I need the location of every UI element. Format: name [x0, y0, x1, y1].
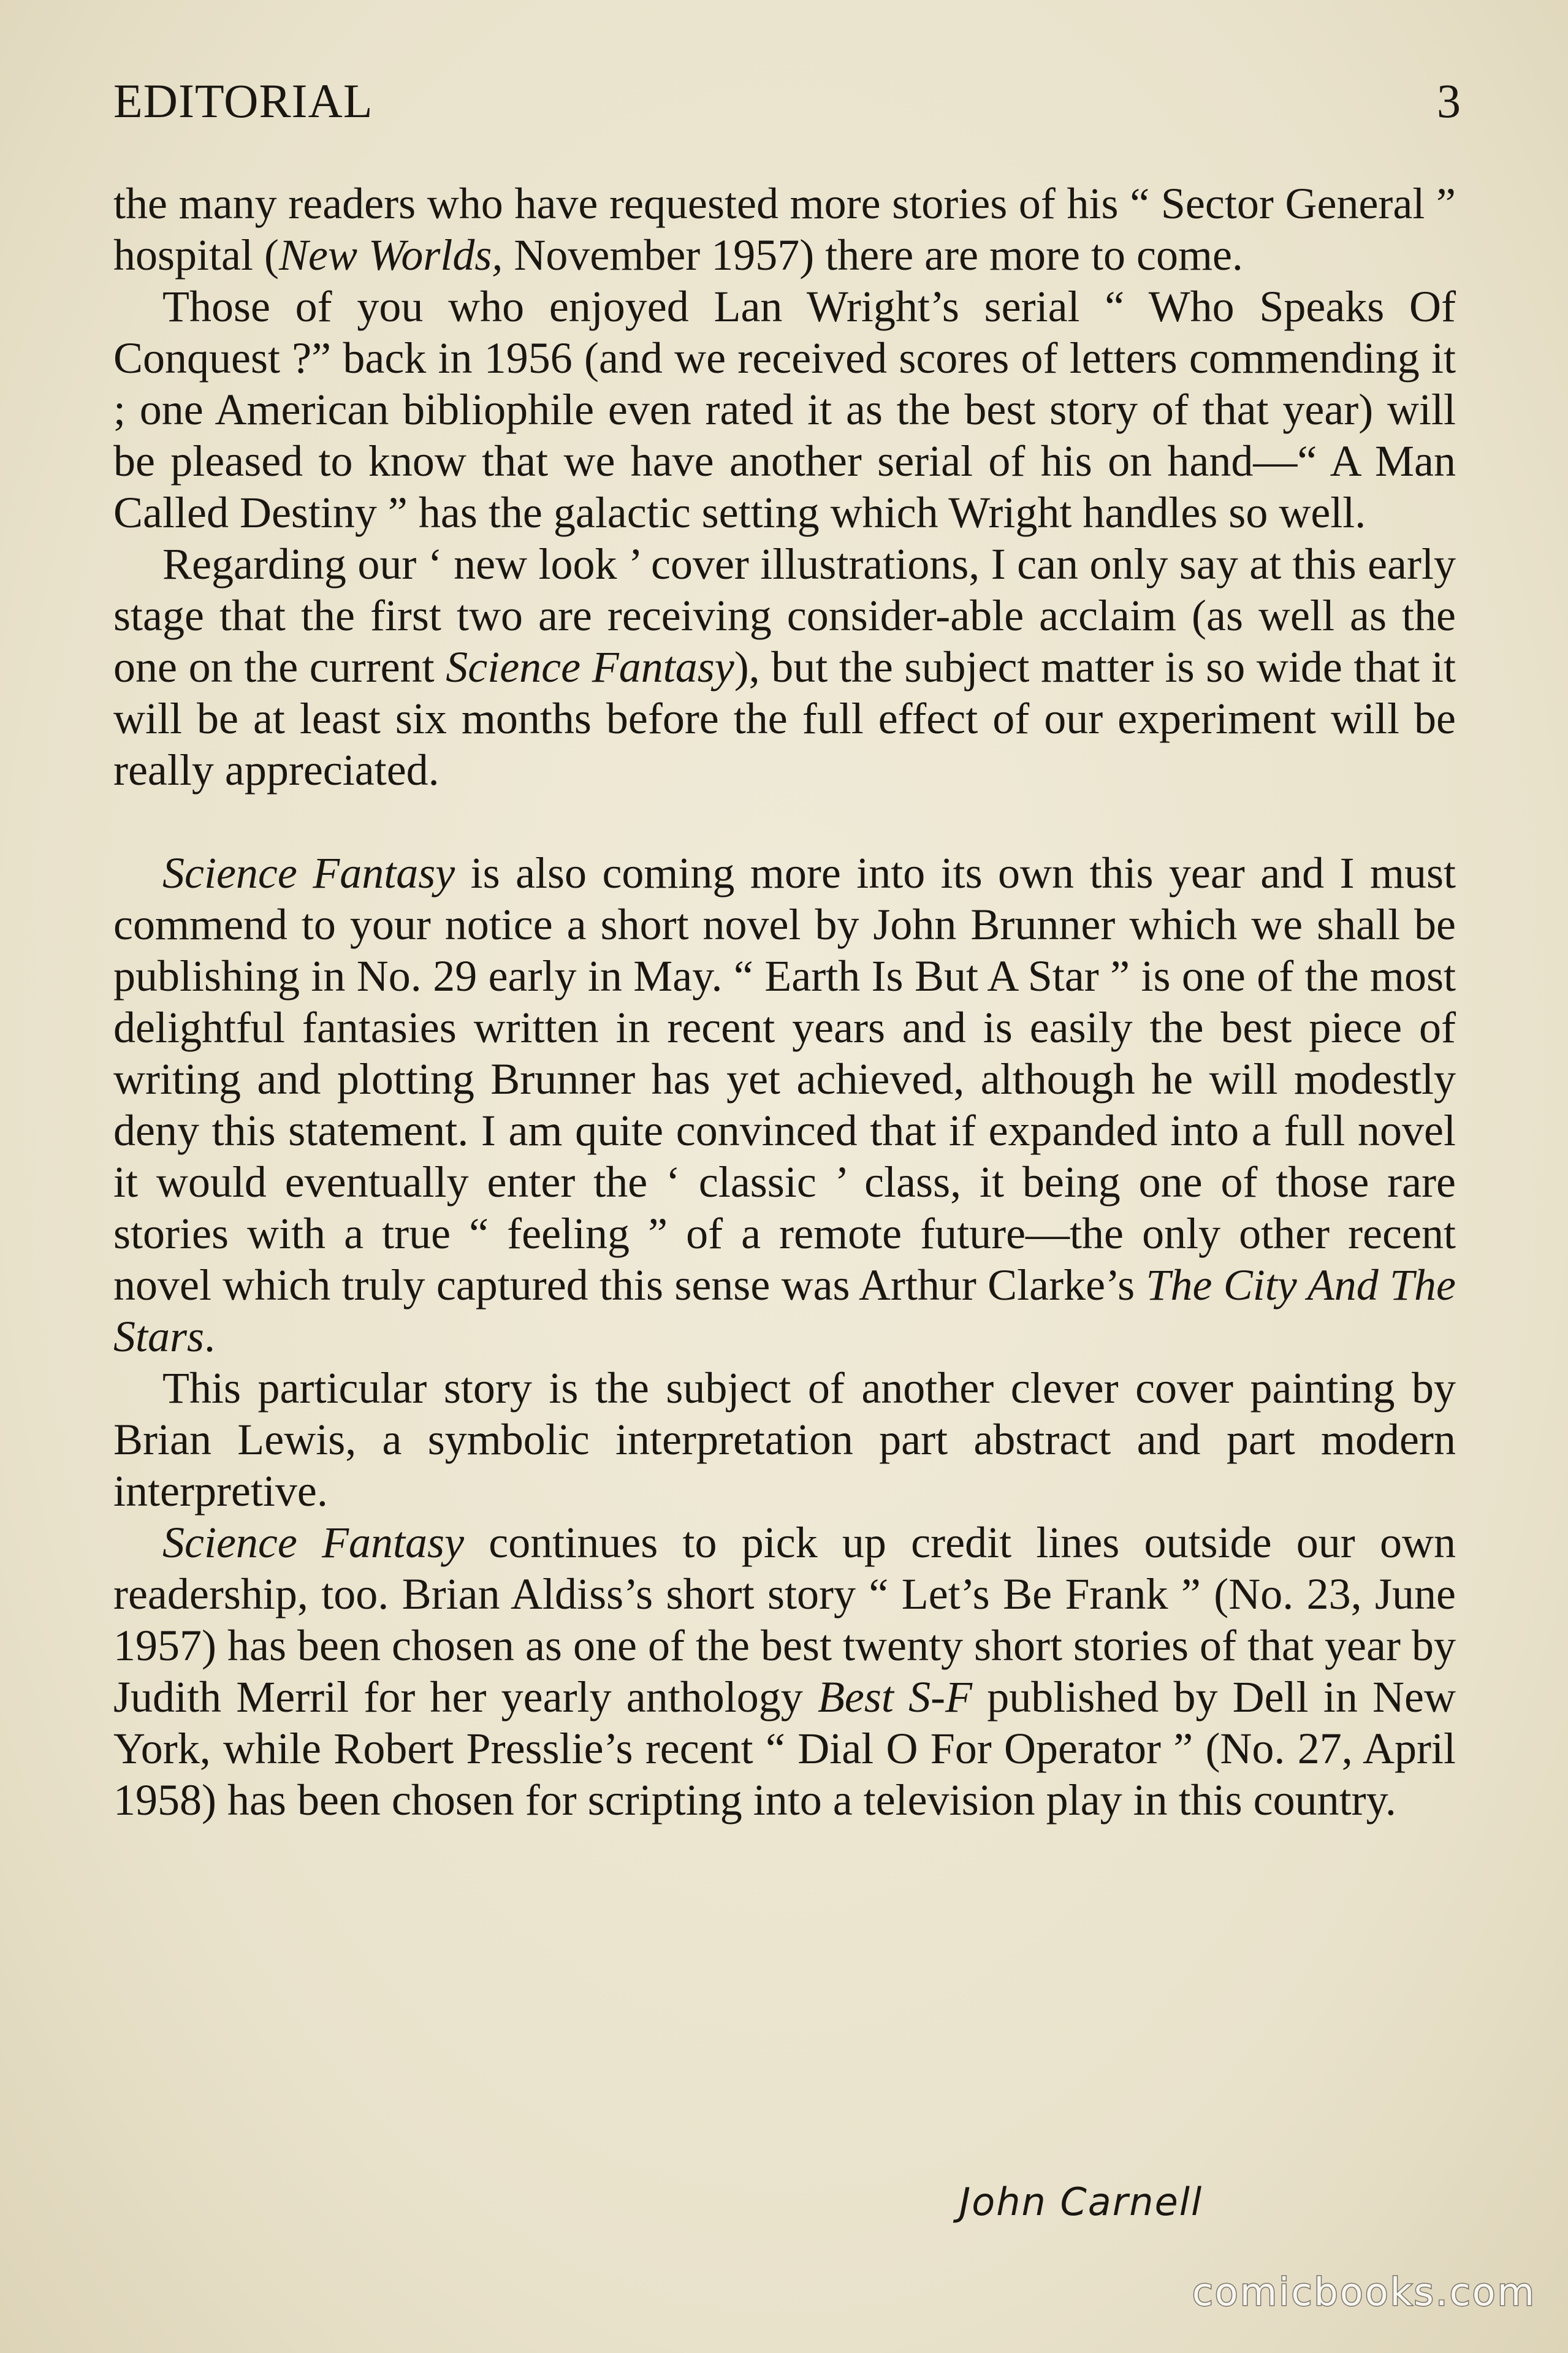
text-run-italic: New Worlds, [278, 231, 503, 280]
text-run-italic: Science Fantasy [162, 1518, 465, 1567]
text-run: November 1957) there are more to come. [503, 231, 1243, 280]
page-header [113, 74, 1461, 141]
page-number: 3 [1437, 74, 1461, 128]
paragraph-lan-wright [113, 281, 1456, 538]
text-run: ), but the subject matter is so wide that it will be at least six months before the full effect of our experiment will be really appreciated. [113, 643, 1456, 795]
editorial-body [113, 178, 1456, 1826]
paragraph-continuation [113, 178, 1456, 281]
paragraph-credit-lines [113, 1517, 1456, 1826]
watermark-logo: comicbooks.com [1192, 2270, 1536, 2314]
text-run: is also coming more into its own this year and I must commend to your notice a short novel by John Brunner which we shall be publishing in No. 29 early in May. “ Earth Is But A Star ” is one of the most delightful fantasies written in recent years and is easily the best piece of writing and plotting Brunner has yet achieved, although he will modestly deny this statement. I am quite convinced that if expanded into a full novel it would eventually enter the ‘ classic ’ class, it being one of those rare stories with a true “ feeling ” of a remote future—the only other recent novel which truly captured this sense was Arthur Clarke’s [113, 849, 1456, 1310]
author-signature: John Carnell [959, 2179, 1203, 2224]
paragraph-science-fantasy-brunner [113, 847, 1456, 1362]
text-run: the many readers who have requested more stories of his “ Sector General ” hospital ( [113, 179, 1456, 280]
text-run-italic: The City And The Stars [113, 1260, 1456, 1361]
text-run-italic: Best S-F [817, 1672, 973, 1722]
text-run: Regarding our ‘ new look ’ cover illustrations, I can only say at this early stage that the first two are receiving consider-able acclaim (as well as the one on the current [113, 540, 1456, 692]
text-run: published by Dell in New York, while Robert Presslie’s recent “ Dial O For Operator ” (No. 27, April 1958) has been chosen for scripting into a television play in this country. [113, 1672, 1456, 1825]
paragraph-cover-painting [113, 1362, 1456, 1517]
section-title: EDITORIAL [113, 74, 373, 128]
text-run-italic: Science Fantasy [162, 849, 455, 898]
text-run-italic: Science Fantasy [446, 643, 734, 692]
text-run: Those of you who enjoyed Lan Wright’s serial “ Who Speaks Of Conquest ?” back in 1956 (and we received scores of letters commending it ; one American bibliophile even rated it as the best story of that year) will be pleased to know that we have another serial of his on hand—“ A Man Called Destiny ” has the galactic setting which Wright handles so well. [113, 282, 1456, 537]
text-run: This particular story is the subject of another clever cover painting by Brian Lewis, a symbolic interpretation part abstract and part modern interpretive. [113, 1363, 1456, 1516]
text-run: . [204, 1312, 216, 1361]
text-run: continues to pick up credit lines outside our own readership, too. Brian Aldiss’s short story “ Let’s Be Frank ” (No. 23, June 1957) has been chosen as one of the best twenty short stories of that year by Judith Merril for her yearly anthology [113, 1518, 1456, 1722]
paragraph-cover-illustrations [113, 538, 1456, 796]
